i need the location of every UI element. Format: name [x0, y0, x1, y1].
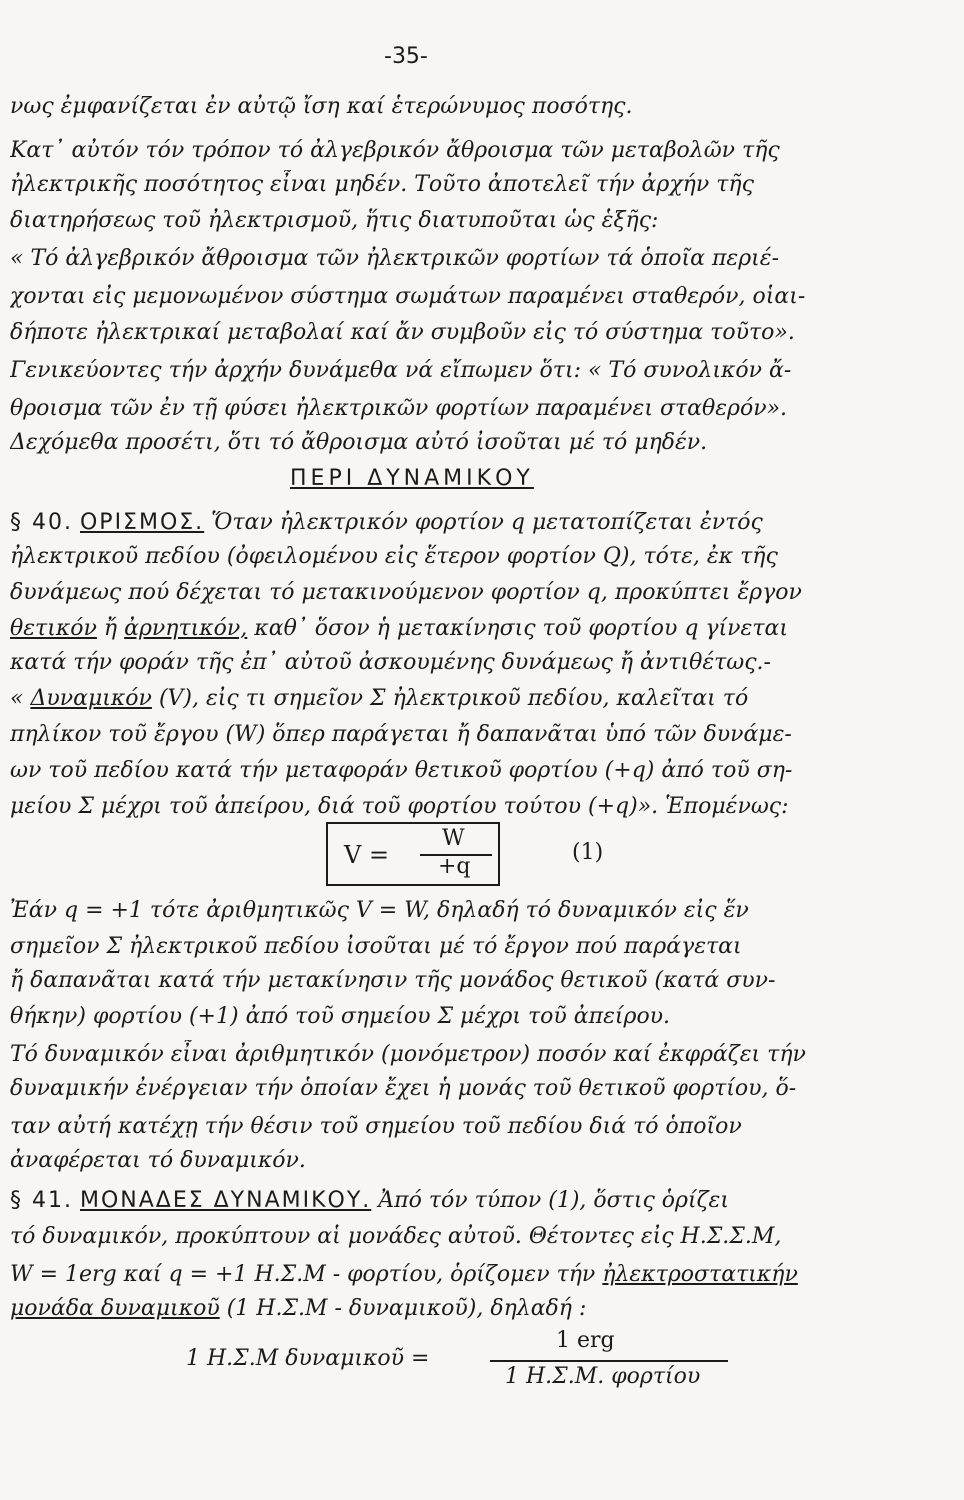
term-unit-potential: μονάδα δυναμικοῦ [10, 1296, 220, 1321]
text-line: ἀναφέρεται τό δυναμικόν. [10, 1148, 306, 1173]
text-line [10, 1294, 945, 1324]
section-title: ΜΟΝΑΔΕΣ ΔΥΝΑΜΙΚΟΥ. [79, 1188, 372, 1213]
text-line: δήποτε ἠλεκτρικαί μεταβολαί καί ἄν συμβοῦν εἰς τό σύστημα τοῦτο». [10, 320, 795, 345]
fraction-bar [490, 1360, 728, 1362]
term-positive: θετικόν [10, 616, 97, 641]
section-heading: ΠΕΡΙ ΔΥΝΑΜΙΚΟΥ [290, 466, 534, 491]
term-electrostatic: ἠλεκτροστατικήν [602, 1262, 798, 1287]
text-span: Ὅταν ἠλεκτρικόν φορτίον q μετατοπίζεται ἐντός [211, 510, 763, 535]
text-span: ἤ [103, 616, 118, 641]
text-span: Ἀπό τόν τύπον (1), ὅστις ὁρίζει [378, 1188, 729, 1213]
text-line: μείου Σ μέχρι τοῦ ἀπείρου, διά τοῦ φορτίου τούτου (+q)». Ἑπομένως: [10, 794, 789, 819]
text-line: πηλίκον τοῦ ἔργου (W) ὅπερ παράγεται ἤ δαπανᾶται ὑπό τῶν δυνάμε- [10, 722, 792, 747]
text-line: χονται εἰς μεμονωμένον σύστημα σωμάτων παραμένει σταθερόν, οἱαι- [10, 284, 806, 309]
equation-number: (1) [572, 840, 604, 865]
quote-mark: « [10, 686, 24, 711]
text-line: ταν αὐτή κατέχῃ τήν θέσιν τοῦ σημείου τοῦ πεδίου διά τό ὁποῖον [10, 1114, 742, 1139]
text-line: δυνάμεως πού δέχεται τό μετακινούμενον φορτίον q, προκύπτει ἔργον [10, 580, 802, 605]
text-line: κατά τήν φοράν τῆς ἐπ᾽ αὐτοῦ ἀσκουμένης δυνάμεως ἤ ἀντιθέτως.- [10, 650, 771, 675]
formula-denominator: +q [438, 854, 471, 879]
text-line: δυναμικήν ἐνέργειαν τήν ὁποίαν ἔχει ἡ μονάς τοῦ θετικοῦ φορτίου, ὅ- [10, 1076, 797, 1101]
section-title: ΟΡΙΣΜΟΣ. [79, 510, 205, 535]
formula-box [326, 822, 500, 886]
text-line: « Τό ἀλγεβρικόν ἄθροισμα τῶν ἠλεκτρικῶν φορτίων τά ὁποῖα περιέ- [10, 246, 780, 271]
term-negative: ἀρνητικόν, [124, 616, 248, 641]
text-line: θήκην) φορτίου (+1) ἀπό τοῦ σημείου Σ μέχρι τοῦ ἀπείρου. [10, 1004, 671, 1029]
text-line: ἠλεκτρικοῦ πεδίου (ὀφειλομένου εἰς ἕτερον φορτίον Q), τότε, ἐκ τῆς [10, 544, 778, 569]
page-number: -35- [384, 44, 428, 69]
text-line: σημεῖον Σ ἠλεκτρικοῦ πεδίου ἰσοῦται μέ τό ἔργον πού παράγεται [10, 934, 742, 959]
text-span: (V), εἰς τι σημεῖον Σ ἠλεκτρικοῦ πεδίου, καλεῖται τό [158, 686, 749, 711]
text-line: ἤ δαπανᾶται κατά τήν μετακίνησιν τῆς μονάδος θετικοῦ (κατά συν- [10, 968, 776, 993]
text-line: τό δυναμικόν, προκύπτουν αἱ μονάδες αὐτοῦ. Θέτοντες εἰς Η.Σ.Σ.Μ, [10, 1224, 782, 1249]
text-line: ων τοῦ πεδίου κατά τήν μεταφοράν θετικοῦ φορτίου (+q) ἀπό τοῦ ση- [10, 758, 793, 783]
unit-formula-numerator: 1 erg [556, 1328, 615, 1353]
text-line: Γενικεύοντες τήν ἀρχήν δυνάμεθα νά εἴπωμεν ὅτι: « Τό συνολικόν ἄ- [10, 358, 792, 383]
section-number: § 41. [10, 1188, 73, 1213]
text-span: (1 Η.Σ.Μ - δυναμικοῦ), δηλαδή : [226, 1296, 587, 1321]
text-span: καθ᾽ ὅσον ἡ μετακίνησις τοῦ φορτίου q γίνεται [254, 616, 789, 641]
term-potential: Δυναμικόν [30, 686, 152, 711]
text-line: θροισμα τῶν ἐν τῇ φύσει ἠλεκτρικῶν φορτίων παραμένει σταθερόν». [10, 396, 788, 421]
text-line: Ἐάν q = +1 τότε ἀριθμητικῶς V = W, δηλαδή τό δυναμικόν εἰς ἕν [10, 898, 749, 923]
text-span: W = 1erg καί q = +1 Η.Σ.Μ - φορτίου, ὁρίζομεν τήν [10, 1262, 596, 1287]
formula-numerator: W [442, 826, 465, 851]
text-line [10, 1260, 945, 1290]
section-41-line [10, 1186, 945, 1216]
formula-lhs: V = [344, 841, 390, 869]
unit-formula-denominator: 1 Η.Σ.Μ. φορτίου [505, 1364, 701, 1389]
text-line: νως ἐμφανίζεται ἐν αὐτῷ ἴση καί ἑτερώνυμος ποσότης. [10, 94, 633, 119]
section-number: § 40. [10, 510, 73, 535]
text-line: διατηρήσεως τοῦ ἠλεκτρισμοῦ, ἥτις διατυποῦται ὡς ἑξῆς: [10, 208, 659, 233]
text-line: Δεχόμεθα προσέτι, ὅτι τό ἄθροισμα αὐτό ἰσοῦται μέ τό μηδέν. [10, 430, 708, 455]
unit-formula-lhs: 1 Η.Σ.Μ δυναμικοῦ = [186, 1346, 430, 1371]
text-line [10, 614, 945, 644]
section-40-line [10, 508, 945, 538]
text-line: Κατ᾽ αὐτόν τόν τρόπον τό ἀλγεβρικόν ἄθροισμα τῶν μεταβολῶν τῆς [10, 138, 780, 163]
text-line: ἠλεκτρικῆς ποσότητος εἶναι μηδέν. Τοῦτο ἀποτελεῖ τήν ἀρχήν τῆς [10, 172, 754, 197]
text-line: Τό δυναμικόν εἶναι ἀριθμητικόν (μονόμετρον) ποσόν καί ἐκφράζει τήν [10, 1042, 806, 1067]
definition-line [10, 684, 945, 714]
